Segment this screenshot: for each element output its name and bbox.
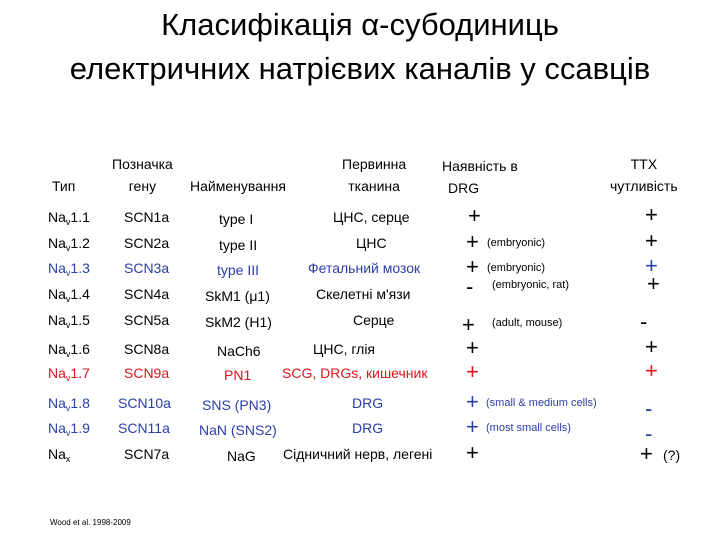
row-ttx-symbol: + — [645, 228, 658, 253]
type-number: 1.7 — [70, 365, 90, 381]
header-gene-line1: Позначка — [112, 156, 173, 172]
header-drg-line2: DRG — [448, 180, 480, 196]
row-ttx-symbol: + — [647, 271, 660, 296]
row-gene: SCN1a — [124, 209, 170, 225]
type-number: 1.1 — [70, 209, 90, 225]
type-main: Na — [48, 446, 66, 462]
row-drg-symbol: + — [466, 254, 479, 279]
row-tissue: DRG — [352, 395, 384, 411]
header-drg-line1: Наявність в — [442, 158, 518, 174]
type-main: Na — [48, 235, 66, 251]
row-type — [48, 394, 90, 412]
row-tissue: ЦНС, серце — [333, 209, 410, 225]
row-gene: SCN10a — [118, 395, 171, 411]
type-subscript: v — [65, 349, 71, 359]
type-number: 1.3 — [70, 260, 90, 276]
row-drg-symbol: + — [466, 414, 479, 439]
row-ttx-symbol: + — [645, 202, 658, 227]
type-subscript: v — [65, 268, 71, 278]
row-tissue: SCG, DRGs, кишечник — [282, 365, 428, 381]
row-drg-note: (adult, mouse) — [492, 317, 563, 329]
type-number: 1.5 — [70, 312, 90, 328]
row-drg-symbol: + — [466, 389, 479, 414]
row-name: NaCh6 — [217, 343, 261, 359]
row-ttx-symbol: + — [645, 253, 658, 278]
row-name: NaG — [227, 448, 256, 464]
type-main: Na — [48, 286, 66, 302]
row-ttx-symbol: + — [645, 358, 658, 383]
row-tissue: ЦНС — [356, 235, 387, 251]
row-tissue: Скелетні м'язи — [316, 286, 411, 302]
row-name: SNS (PN3) — [202, 397, 272, 413]
row-type — [48, 285, 90, 303]
header-tissue-line1: Первинна — [342, 156, 407, 172]
row-type — [48, 311, 90, 329]
type-number: 1.2 — [70, 235, 90, 251]
type-main: Na — [48, 365, 66, 381]
row-name: SkM1 (μ1) — [205, 288, 270, 304]
row-ttx-symbol: - — [645, 396, 653, 421]
row-ttx-symbol: - — [645, 421, 653, 446]
row-ttx-symbol: - — [640, 309, 648, 334]
type-number: 1.6 — [70, 341, 90, 357]
row-drg-symbol: + — [468, 203, 481, 228]
row-drg-symbol: + — [462, 312, 475, 337]
row-gene: SCN8a — [124, 341, 170, 357]
type-subscript: v — [65, 373, 71, 383]
row-drg-symbol: + — [466, 440, 479, 465]
type-subscript: v — [65, 320, 71, 330]
row-drg-note: (small & medium cells) — [486, 397, 597, 409]
row-gene: SCN9a — [124, 365, 170, 381]
header-drg — [442, 157, 518, 197]
row-ttx-note: (?) — [663, 447, 681, 463]
type-subscript: v — [65, 294, 71, 304]
type-main: Na — [48, 209, 66, 225]
type-main: Na — [48, 395, 66, 411]
type-subscript: v — [65, 243, 71, 253]
row-type — [48, 340, 90, 358]
type-number: 1.9 — [70, 420, 90, 436]
type-number: 1.4 — [70, 286, 90, 302]
row-gene: SCN3a — [124, 260, 170, 276]
row-type — [48, 364, 90, 382]
type-subscript: v — [65, 403, 71, 413]
row-name: type II — [219, 237, 258, 253]
row-gene: SCN2a — [124, 235, 170, 251]
row-type — [48, 445, 70, 463]
row-gene: SCN4a — [124, 286, 170, 302]
header-name: Найменування — [190, 178, 286, 194]
header-ttx-line2: чутливість — [610, 178, 678, 194]
row-type — [48, 234, 90, 252]
row-name: PN1 — [224, 367, 252, 383]
row-gene: SCN5a — [124, 312, 170, 328]
row-drg-note: (most small cells) — [486, 422, 571, 434]
type-main: Na — [48, 260, 66, 276]
row-gene: SCN7a — [124, 446, 170, 462]
header-tissue — [342, 155, 406, 195]
type-main: Na — [48, 420, 66, 436]
row-ttx-symbol: + — [645, 334, 658, 359]
header-tissue-line2: тканина — [348, 178, 400, 194]
row-tissue: Фетальний мозок — [308, 260, 421, 276]
row-name: type III — [217, 262, 260, 278]
type-subscript: v — [65, 428, 71, 438]
row-type — [48, 259, 90, 277]
header-type: Тип — [52, 178, 76, 194]
header-ttx — [610, 155, 678, 195]
row-tissue: Сідничний нерв, легені — [283, 446, 433, 462]
type-main: Na — [48, 341, 66, 357]
type-subscript: x — [65, 454, 71, 464]
row-drg-note: (embryonic, rat) — [492, 279, 570, 291]
row-drg-symbol: - — [466, 274, 474, 299]
row-type — [48, 419, 90, 437]
row-drg-note: (embryonic) — [487, 237, 546, 249]
row-gene: SCN11a — [118, 420, 170, 436]
row-ttx-symbol: + — [640, 441, 653, 466]
row-tissue: DRG — [352, 420, 384, 436]
header-gene-line2: гену — [128, 178, 157, 194]
row-drg-symbol: + — [466, 335, 479, 360]
row-drg-symbol: + — [466, 359, 479, 384]
type-main: Na — [48, 312, 66, 328]
type-number: 1.8 — [70, 395, 90, 411]
citation: Wood et al. 1998-2009 — [50, 518, 131, 527]
title-line-1: Класифікація α-субодиниць — [161, 7, 559, 42]
title-line-2: електричних натрієвих каналів у ссавців — [69, 51, 651, 86]
type-subscript: v — [65, 217, 71, 227]
row-type — [48, 208, 90, 226]
row-name: SkM2 (H1) — [205, 314, 272, 330]
header-gene — [112, 155, 173, 195]
row-name: NaN (SNS2) — [199, 422, 277, 438]
header-ttx-line1: ТТХ — [630, 156, 658, 172]
row-drg-symbol: + — [466, 229, 479, 254]
row-name: type I — [219, 211, 254, 227]
row-tissue: ЦНС, глія — [313, 341, 376, 357]
row-tissue: Серце — [353, 312, 395, 328]
row-drg-note: (embryonic) — [487, 262, 546, 274]
